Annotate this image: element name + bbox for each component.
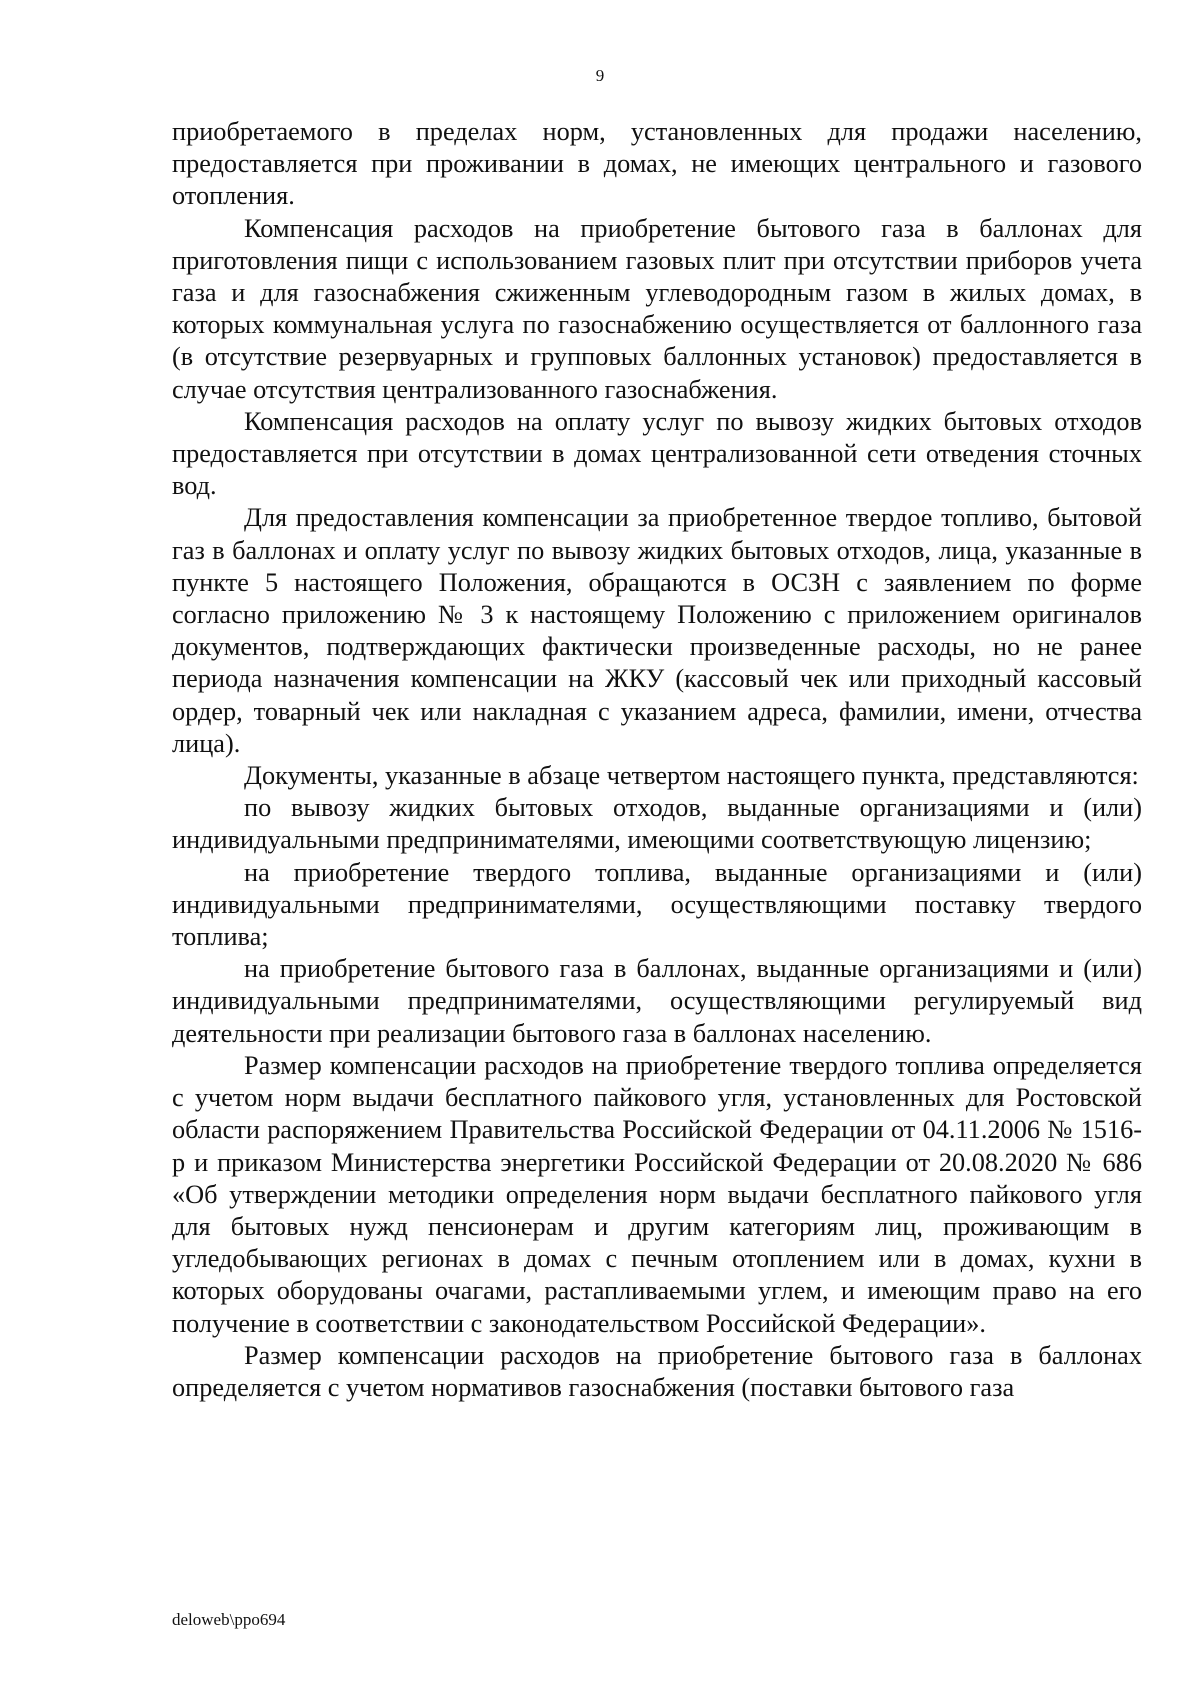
footer-doc-id: deloweb\ppo694 [172, 1610, 286, 1629]
page-number: 9 [595, 66, 605, 85]
paragraph-3: Компенсация расходов на оплату услуг по вывозу жидких бытовых отходов предоставляется при отсутствии в домах централизованной сети отведения сточных вод. [172, 406, 1142, 501]
paragraph-2: Компенсация расходов на приобретение бытового газа в баллонах для приготовления пищи с использованием газовых плит при отсутствии приборов учета газа и для газоснабжения сжиженным углеводородным газом в жилых домах, в которых коммунальная услуга по газоснабжению осуществляется от баллонного газа (в отсутствие резервуарных и групповых баллонных установок) предоставляется в случае отсутствия централизованного газоснабжения. [172, 213, 1142, 404]
paragraph-4: Для предоставления компенсации за приобретенное твердое топливо, бытовой газ в баллонах и оплату услуг по вывозу жидких бытовых отходов, лица, указанные в пункте 5 настоящего Положения, обращаются в ОСЗН с заявлением по форме согласно приложению № 3 к настоящему Положению с приложением оригиналов документов, подтверждающих фактически произведенные расходы, но не ранее периода назначения компенсации на ЖКУ (кассовый чек или приходный кассовый ордер, товарный чек или накладная с указанием адреса, фамилии, имени, отчества лица). [172, 503, 1142, 758]
paragraph-8: на приобретение бытового газа в баллонах, выданные организациями и (или) индивидуальными предпринимателями, осуществляющими регулируемый вид деятельности при реализации бытового газа в баллонах населению. [172, 954, 1142, 1048]
paragraph-5: Документы, указанные в абзаце четвертом настоящего пункта, представляются: [244, 761, 1139, 791]
paragraph-7: на приобретение твердого топлива, выданные организациями и (или) индивидуальными предпринимателями, осуществляющими поставку твердого топлива; [172, 857, 1142, 952]
paragraph-1: приобретаемого в пределах норм, установленных для продажи населению, предоставляется при проживании в домах, не имеющих центрального и газового отопления. [172, 117, 1142, 211]
paragraph-6: по вывозу жидких бытовых отходов, выданные организациями и (или) индивидуальными предпринимателями, имеющими соответствующую лицензию; [172, 793, 1142, 855]
paragraph-10: Размер компенсации расходов на приобретение бытового газа в баллонах определяется с учетом нормативов газоснабжения (поставки бытового газа [172, 1340, 1142, 1402]
document-body [172, 116, 1142, 1404]
paragraph-9: Размер компенсации расходов на приобретение твердого топлива определяется с учетом норм выдачи бесплатного пайкового угля, установленных для Ростовской области распоряжением Правительства Российской Федерации от 04.11.2006 № 1516-р и приказом Министерства энергетики Российской Федерации от 20.08.2020 № 686 «Об утверждении методики определения норм выдачи бесплатного пайкового угля для бытовых нужд пенсионерам и другим категориям лиц, проживающим в угледобывающих регионах в домах с печным отоплением или в домах, кухни в которых оборудованы очагами, растапливаемыми углем, и имеющим право на его получение в соответствии с законодательством Российской Федерации». [172, 1050, 1142, 1338]
